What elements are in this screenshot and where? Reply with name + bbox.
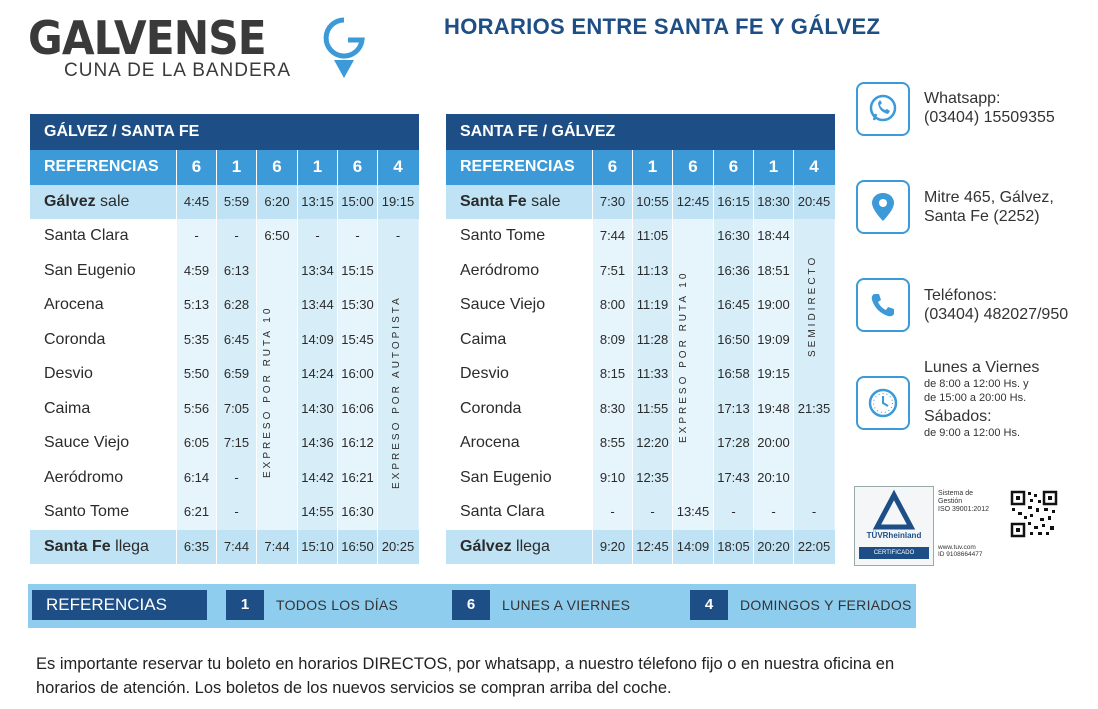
cert-text-2: Gestión	[938, 498, 963, 505]
time-cell: 6:14	[176, 461, 216, 496]
time-cell: 8:55	[592, 426, 632, 461]
vertical-service-label: SEMIDIRECTO	[807, 254, 818, 358]
stop-row	[446, 323, 835, 358]
time-cell: 19:09	[753, 323, 793, 358]
time-cell: 7:44	[592, 219, 632, 254]
time-cell: 15:45	[337, 323, 377, 358]
galvense-logo	[28, 11, 348, 84]
stop-row	[446, 288, 835, 323]
stop-name: Coronda	[446, 392, 592, 427]
time-cell: 14:55	[297, 495, 337, 530]
time-cell: 16:30	[337, 495, 377, 530]
certification-block	[854, 486, 1062, 564]
stop-name: San Eugenio	[446, 461, 592, 496]
time-cell: 8:00	[592, 288, 632, 323]
time-cell: 6:28	[216, 288, 256, 323]
ref-code-4: 4	[690, 590, 728, 620]
time-cell	[793, 426, 834, 461]
time-cell: 16:36	[713, 254, 753, 289]
time-cell: 20:25	[377, 530, 418, 565]
time-cell: 5:59	[216, 185, 256, 220]
time-cell: 4:45	[176, 185, 216, 220]
time-cell: 6:20	[256, 185, 297, 220]
time-cell: 22:05	[793, 530, 834, 565]
time-cell: -	[377, 219, 418, 254]
time-cell: 16:15	[713, 185, 753, 220]
ref-code-6: 6	[452, 590, 490, 620]
time-cell: 16:06	[337, 392, 377, 427]
time-cell: 6:21	[176, 495, 216, 530]
ref-code-1: 1	[226, 590, 264, 620]
time-cell: -	[216, 219, 256, 254]
cert-text-3: ISO 39001:2012	[938, 506, 989, 513]
time-cell: 9:10	[592, 461, 632, 496]
time-cell: 18:44	[753, 219, 793, 254]
arrival-stop	[446, 530, 592, 565]
time-cell: 11:33	[632, 357, 672, 392]
arrival-city: Gálvez	[460, 537, 512, 555]
stop-row	[446, 254, 835, 289]
stop-row	[30, 392, 419, 427]
whatsapp-info	[924, 89, 1055, 127]
time-cell: 5:56	[176, 392, 216, 427]
ref-code-cell: 6	[176, 150, 216, 185]
table-title: SANTA FE / GÁLVEZ	[446, 114, 835, 150]
hours-info	[924, 358, 1039, 440]
vertical-service-label: EXPRESO POR AUTOPISTA	[391, 295, 402, 489]
time-cell: 20:00	[753, 426, 793, 461]
time-cell: 12:35	[632, 461, 672, 496]
time-cell: 6:50	[256, 219, 297, 254]
time-cell: -	[337, 219, 377, 254]
stop-name: Desvio	[30, 357, 176, 392]
time-cell: 7:05	[216, 392, 256, 427]
ref-code-cell: 4	[793, 150, 834, 185]
booking-note: Es importante reservar tu boleto en horarios DIRECTOS, por whatsapp, a nuestro télefono fijo o en nuestra oficina en horarios de atención. Los boletos de los nuevos servicios se compran arriba del coche.	[36, 655, 895, 697]
time-cell: 18:05	[713, 530, 753, 565]
ref-code-cell: 1	[753, 150, 793, 185]
ref-code-cell: 1	[297, 150, 337, 185]
stop-name: Aeródromo	[446, 254, 592, 289]
ref-code-cell: 6	[256, 150, 297, 185]
time-cell: 15:10	[297, 530, 337, 565]
logo-name: GALVENSE	[28, 11, 266, 65]
time-cell: 16:30	[713, 219, 753, 254]
time-cell: -	[713, 495, 753, 530]
time-cell: -	[176, 219, 216, 254]
stop-row	[446, 357, 835, 392]
address-line-1: Mitre 465, Gálvez,	[924, 189, 1054, 206]
arrival-row	[446, 530, 835, 565]
time-cell: 19:48	[753, 392, 793, 427]
time-cell: 12:20	[632, 426, 672, 461]
time-cell: 15:00	[337, 185, 377, 220]
qr-code-icon	[1010, 490, 1058, 538]
stop-row	[30, 426, 419, 461]
address-line-2: Santa Fe (2252)	[924, 208, 1040, 225]
time-cell: 13:45	[672, 495, 713, 530]
departure-verb: sale	[526, 192, 561, 210]
stop-row	[446, 219, 835, 254]
departure-row	[446, 185, 835, 220]
time-cell: 8:15	[592, 357, 632, 392]
time-cell: 16:12	[337, 426, 377, 461]
time-cell: 14:42	[297, 461, 337, 496]
cert-url: www.tuv.com	[938, 544, 976, 551]
logo-g-pin-icon	[322, 16, 366, 90]
time-cell: 8:30	[592, 392, 632, 427]
stop-row	[446, 461, 835, 496]
time-cell: 11:13	[632, 254, 672, 289]
hours-weekdays-2: de 15:00 a 20:00 Hs.	[924, 392, 1027, 404]
time-cell: 10:55	[632, 185, 672, 220]
stop-row	[30, 219, 419, 254]
time-cell: 14:30	[297, 392, 337, 427]
phone-icon	[856, 278, 910, 332]
time-cell: 13:44	[297, 288, 337, 323]
time-cell: 14:09	[672, 530, 713, 565]
references-row	[30, 150, 419, 185]
departure-city: Gálvez	[44, 192, 96, 210]
departure-stop	[446, 185, 592, 220]
tuv-badge	[854, 486, 934, 566]
departure-city: Santa Fe	[460, 192, 527, 210]
clock-icon	[856, 376, 910, 430]
cert-id: ID 9108664477	[938, 551, 983, 558]
arrival-stop	[30, 530, 176, 565]
time-cell: 14:24	[297, 357, 337, 392]
hours-weekdays-label: Lunes a Viernes	[924, 359, 1040, 376]
time-cell: 6:35	[176, 530, 216, 565]
stop-name: Santo Tome	[30, 495, 176, 530]
time-cell: 7:15	[216, 426, 256, 461]
time-cell: 15:30	[337, 288, 377, 323]
arrival-verb: llega	[110, 537, 149, 555]
time-cell: -	[216, 461, 256, 496]
stop-name: Aeródromo	[30, 461, 176, 496]
time-cell: 11:19	[632, 288, 672, 323]
hours-saturday-label: Sábados:	[924, 408, 992, 425]
schedule-santafe-galvez	[446, 114, 835, 564]
ref-label-1: TODOS LOS DÍAS	[276, 597, 399, 613]
time-cell: 6:13	[216, 254, 256, 289]
time-cell: 19:15	[377, 185, 418, 220]
vertical-service-label: EXPRESO POR RUTA 10	[262, 305, 273, 479]
time-cell: 5:50	[176, 357, 216, 392]
stop-name: Arocena	[30, 288, 176, 323]
whatsapp-label: Whatsapp:	[924, 90, 1001, 107]
stop-row	[30, 288, 419, 323]
phone-number[interactable]: (03404) 482027/950	[924, 306, 1069, 323]
time-cell: 11:55	[632, 392, 672, 427]
time-cell: 7:44	[216, 530, 256, 565]
time-cell: 20:45	[793, 185, 834, 220]
stop-name: San Eugenio	[30, 254, 176, 289]
time-cell: 20:10	[753, 461, 793, 496]
time-cell: 7:44	[256, 530, 297, 565]
time-cell: 15:15	[337, 254, 377, 289]
stop-row	[30, 254, 419, 289]
stop-name: Caima	[446, 323, 592, 358]
cert-text	[938, 490, 1008, 514]
arrival-verb: llega	[511, 537, 550, 555]
phone-info	[924, 286, 1068, 324]
arrival-row	[30, 530, 419, 565]
time-cell: 19:15	[753, 357, 793, 392]
cert-text-1: Sistema de	[938, 490, 974, 497]
departure-row	[30, 185, 419, 220]
time-cell: 16:50	[337, 530, 377, 565]
stop-name: Caima	[30, 392, 176, 427]
table-title: GÁLVEZ / SANTA FE	[30, 114, 419, 150]
ref-code-cell: 6	[713, 150, 753, 185]
time-cell: 4:59	[176, 254, 216, 289]
page-title: HORARIOS ENTRE SANTA FE Y GÁLVEZ	[444, 14, 881, 39]
time-cell: 16:21	[337, 461, 377, 496]
stop-row	[446, 392, 835, 427]
stop-row	[30, 323, 419, 358]
ref-code-cell: 6	[337, 150, 377, 185]
ref-label-4: DOMINGOS Y FERIADOS	[740, 597, 912, 613]
time-cell: 18:51	[753, 254, 793, 289]
time-cell: 7:51	[592, 254, 632, 289]
stop-name: Santa Clara	[30, 219, 176, 254]
time-cell: -	[632, 495, 672, 530]
departure-stop	[30, 185, 176, 220]
time-cell: -	[216, 495, 256, 530]
location-pin-icon	[856, 180, 910, 234]
time-cell: 8:09	[592, 323, 632, 358]
time-cell: 6:05	[176, 426, 216, 461]
time-cell: -	[592, 495, 632, 530]
schedule-galvez-santafe	[30, 114, 419, 564]
ref-code-cell: 4	[377, 150, 418, 185]
time-cell: 16:58	[713, 357, 753, 392]
stop-name: Santa Clara	[446, 495, 592, 530]
whatsapp-icon	[856, 82, 910, 136]
time-cell: 5:35	[176, 323, 216, 358]
stop-name: Desvio	[446, 357, 592, 392]
references-label: REFERENCIAS	[460, 158, 575, 175]
time-cell: -	[753, 495, 793, 530]
time-cell: 6:45	[216, 323, 256, 358]
hours-weekdays-1: de 8:00 a 12:00 Hs. y	[924, 378, 1029, 390]
time-cell: 17:43	[713, 461, 753, 496]
cert-url-id	[938, 544, 982, 558]
time-cell: 18:30	[753, 185, 793, 220]
time-cell: 21:35	[793, 392, 834, 427]
arrival-city: Santa Fe	[44, 537, 111, 555]
stop-name: Sauce Viejo	[30, 426, 176, 461]
time-cell: 7:30	[592, 185, 632, 220]
address-info	[924, 188, 1054, 226]
time-cell: 6:59	[216, 357, 256, 392]
time-cell: 9:20	[592, 530, 632, 565]
stop-row	[30, 461, 419, 496]
time-cell: 12:45	[672, 185, 713, 220]
departure-verb: sale	[95, 192, 130, 210]
stop-row	[446, 426, 835, 461]
time-cell: 20:20	[753, 530, 793, 565]
ref-code-cell: 6	[592, 150, 632, 185]
references-bar	[28, 584, 916, 628]
stop-row	[30, 357, 419, 392]
stop-name: Sauce Viejo	[446, 288, 592, 323]
time-cell: 17:13	[713, 392, 753, 427]
stop-row	[30, 495, 419, 530]
references-title: REFERENCIAS	[32, 590, 207, 620]
stop-name: Arocena	[446, 426, 592, 461]
time-cell: 11:05	[632, 219, 672, 254]
logo-tagline: CUNA DE LA BANDERA	[64, 60, 292, 81]
stop-name: Santo Tome	[446, 219, 592, 254]
time-cell: -	[793, 495, 834, 530]
time-cell: 16:50	[713, 323, 753, 358]
ref-label-6: LUNES A VIERNES	[502, 597, 631, 613]
time-cell: 13:34	[297, 254, 337, 289]
stop-name: Coronda	[30, 323, 176, 358]
time-cell: 16:00	[337, 357, 377, 392]
time-cell: 14:09	[297, 323, 337, 358]
tuv-brand: TÜVRheinland	[866, 531, 922, 540]
time-cell: 12:45	[632, 530, 672, 565]
vertical-service-label: EXPRESO POR RUTA 10	[678, 270, 689, 444]
time-cell	[793, 461, 834, 496]
time-cell: -	[297, 219, 337, 254]
time-cell: 13:15	[297, 185, 337, 220]
phone-label: Teléfonos:	[924, 287, 997, 304]
time-cell: 14:36	[297, 426, 337, 461]
tuv-certified: CERTIFICADO	[859, 547, 929, 559]
time-cell: 19:00	[753, 288, 793, 323]
time-cell: 17:28	[713, 426, 753, 461]
ref-code-cell: 1	[216, 150, 256, 185]
whatsapp-number[interactable]: (03404) 15509355	[924, 109, 1055, 126]
ref-code-cell: 1	[632, 150, 672, 185]
time-cell: 11:28	[632, 323, 672, 358]
references-row	[446, 150, 835, 185]
time-cell: 16:45	[713, 288, 753, 323]
hours-saturday: de 9:00 a 12:00 Hs.	[924, 427, 1021, 439]
references-label: REFERENCIAS	[44, 158, 159, 175]
stop-row	[446, 495, 835, 530]
ref-code-cell: 6	[672, 150, 713, 185]
time-cell: 5:13	[176, 288, 216, 323]
